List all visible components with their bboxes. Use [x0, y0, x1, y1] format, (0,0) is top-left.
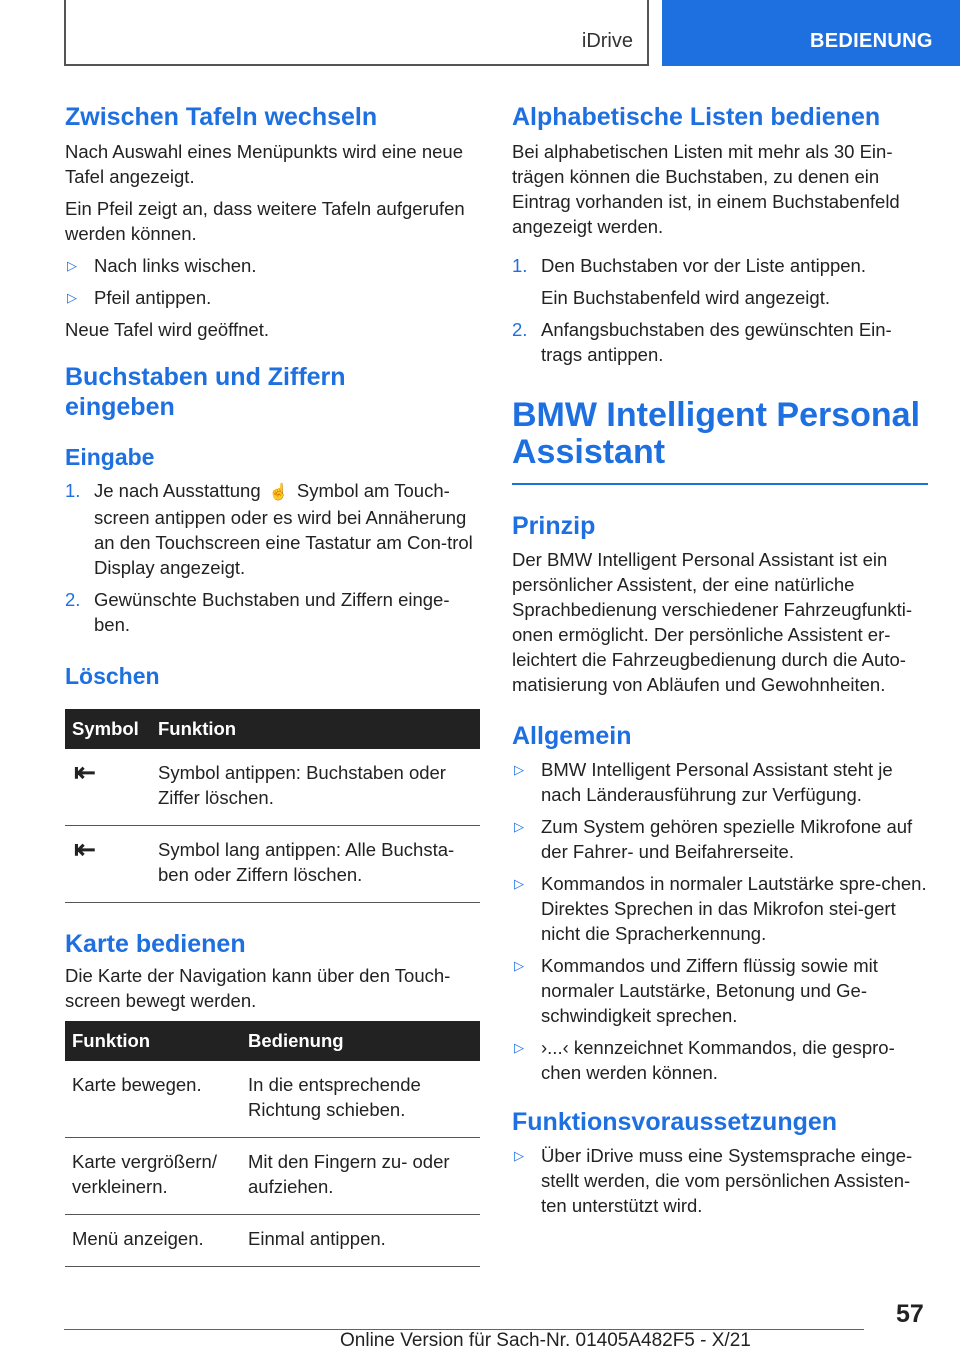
header-chapter: iDrive: [581, 30, 633, 52]
heading-voraussetzungen: Funktionsvoraussetzungen: [512, 1108, 838, 1136]
heading-allgemein: Allgemein: [512, 722, 632, 750]
list-item: ▷ ›...‹ kennzeichnet Kommandos, die gespro-chen werden können.: [514, 1037, 895, 1083]
bullet-triangle-icon: ▷: [514, 819, 524, 834]
table-row: ⇤ Symbol antippen: Buchstaben oder Ziffer löschen.: [65, 749, 480, 826]
paragraph: Ein Pfeil zeigt an, dass weitere Tafeln aufgerufen werden können.: [65, 198, 465, 244]
bullet-triangle-icon: ▷: [514, 1040, 524, 1055]
table-row: Karte bewegen. In die entsprechende Richtung schieben.: [65, 1061, 480, 1138]
table-row: Karte vergrößern/ verkleinern. Mit den Fingern zu- oder aufziehen.: [65, 1138, 480, 1215]
table-karte: [65, 1021, 480, 1267]
right-column: [512, 102, 928, 1218]
paragraph: Bei alphabetischen Listen mit mehr als 30 Ein-trägen können die Buchstaben, zu denen ein Eintrag vorhanden ist, in einem Buchstabenfeld angezeigt werden.: [512, 141, 900, 237]
heading-eingeben: Buchstaben und Ziffern eingeben: [65, 363, 346, 421]
heading-tafeln: Zwischen Tafeln wechseln: [65, 103, 378, 131]
heading-eingabe: Eingabe: [65, 444, 155, 470]
list-item: ▷ Über iDrive muss eine Systemsprache einge-stellt werden, die vom persönlichen Assisten-ten unterstützt wird.: [514, 1145, 913, 1216]
list-item: 1. Den Buchstaben vor der Liste antippen.: [512, 255, 866, 276]
backspace-icon: ⇤: [74, 834, 96, 864]
table-header: Symbol: [65, 709, 151, 749]
heading-listen: Alphabetische Listen bedienen: [512, 103, 881, 131]
table-row: Menü anzeigen. Einmal antippen.: [65, 1215, 480, 1267]
header-section-box: [662, 0, 960, 66]
section-divider: [512, 483, 928, 485]
list-item: ▷ Kommandos und Ziffern flüssig sowie mit normaler Lautstärke, Betonung und Ge-schwindigkeit sprechen.: [514, 955, 878, 1026]
paragraph: Die Karte der Navigation kann über den Touch-screen bewegt werden.: [65, 965, 451, 1011]
footer-text: Online Version für Sach-Nr. 01405A482F5 - X/21: [340, 1330, 751, 1351]
bullet-triangle-icon: ▷: [67, 258, 77, 273]
page-number: 57: [896, 1300, 924, 1328]
table-row: ⇤ Symbol lang antippen: Alle Buchsta-ben oder Ziffern löschen.: [65, 826, 480, 903]
list-item: 1. Je nach Ausstattung ☝ Symbol am Touch-screen antippen oder es wird bei Annäherung an den Touchscreen eine Tastatur am Con-trol Display angezeigt.: [65, 480, 473, 578]
left-column: [65, 102, 480, 1267]
touch-finger-icon: ☝: [268, 484, 289, 501]
list-item: ▷ Zum System gehören spezielle Mikrofone auf der Fahrer- und Beifahrerseite.: [514, 816, 913, 862]
header-section: BEDIENUNG: [810, 30, 933, 52]
list-item: 2. Gewünschte Buchstaben und Ziffern einge-ben.: [65, 589, 450, 635]
header-chapter-box: [64, 0, 649, 66]
table-loeschen: [65, 709, 480, 903]
table-header: Bedienung: [241, 1021, 480, 1061]
list-item: ▷ BMW Intelligent Personal Assistant steht je nach Länderausführung zur Verfügung.: [514, 759, 893, 805]
bullet-triangle-icon: ▷: [514, 762, 524, 777]
bullet-triangle-icon: ▷: [67, 290, 77, 305]
heading-bmw-assistant: BMW Intelligent Personal Assistant: [512, 396, 921, 471]
list-item: ▷ Pfeil antippen.: [67, 287, 212, 308]
backspace-icon: ⇤: [74, 757, 96, 787]
bullet-triangle-icon: ▷: [514, 1148, 524, 1163]
paragraph: Neue Tafel wird geöffnet.: [65, 319, 269, 340]
bullet-triangle-icon: ▷: [514, 876, 524, 891]
heading-loeschen: Löschen: [65, 663, 160, 689]
paragraph: Ein Buchstabenfeld wird angezeigt.: [541, 287, 830, 308]
list-item: 2. Anfangsbuchstaben des gewünschten Ein-trags antippen.: [512, 319, 892, 365]
paragraph: Nach Auswahl eines Menüpunkts wird eine neue Tafel angezeigt.: [65, 141, 463, 187]
list-item: ▷ Kommandos in normaler Lautstärke spre-chen. Direktes Sprechen in das Mikrofon stei-gert nicht die Spracherkennung.: [514, 873, 927, 944]
heading-prinzip: Prinzip: [512, 512, 596, 540]
table-header: Funktion: [65, 1021, 241, 1061]
paragraph: Der BMW Intelligent Personal Assistant ist ein persönlicher Assistent, der eine natürliche Sprachbedienung verschiedener Fahrzeugfunkti-onen ermöglicht. Der persönliche Assistent er-leichtert die Fahrzeugbedienung durch die Auto-matisierung von Abläufen und Gewohnheiten.: [512, 549, 913, 695]
bullet-triangle-icon: ▷: [514, 958, 524, 973]
table-header: Funktion: [151, 709, 480, 749]
heading-karte: Karte bedienen: [65, 930, 246, 958]
list-item: ▷ Nach links wischen.: [67, 255, 257, 276]
